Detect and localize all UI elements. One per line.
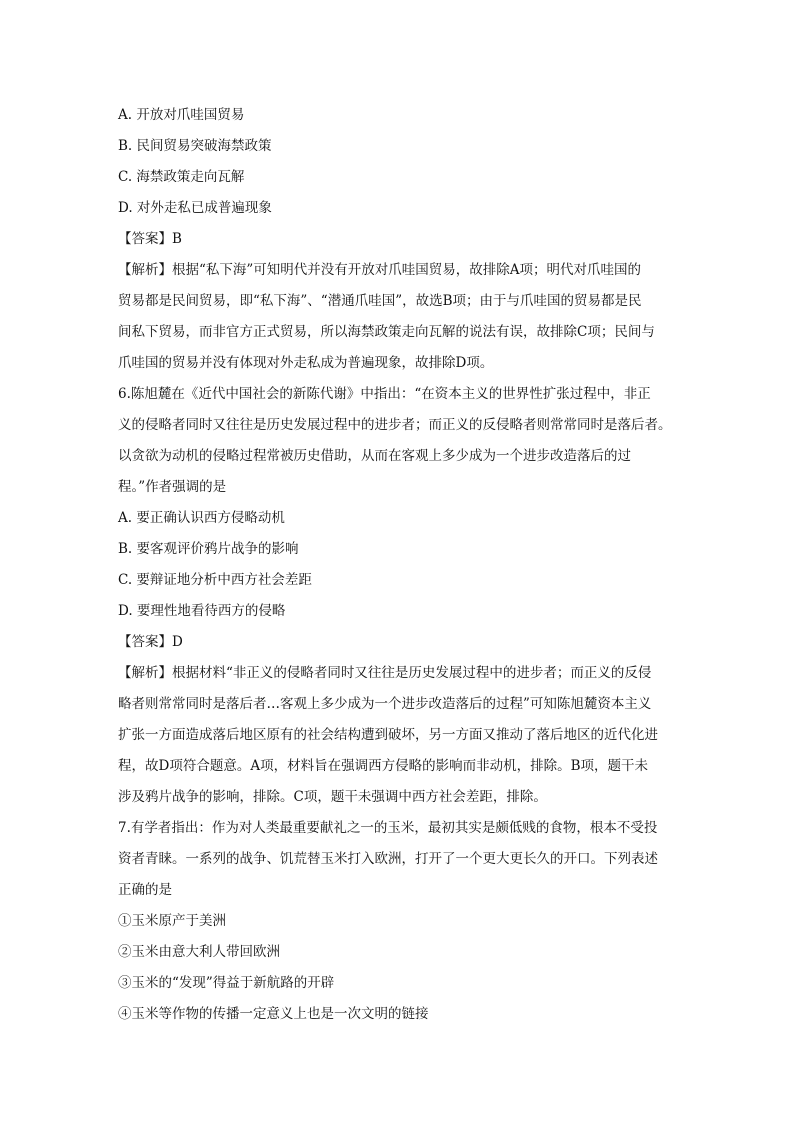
q6-analysis-line: 涉及鸦片战争的影响，排除。C项，题干未强调中西方社会差距，排除。 (118, 789, 547, 805)
q7-item-2: ②玉米由意大利人带回欧洲 (118, 944, 280, 960)
q6-stem-line: 6.陈旭麓在《近代中国社会的新陈代谢》中指出：“在资本主义的世界性扩张过程中，非正 (118, 386, 651, 402)
q6-answer: 【答案】D (118, 634, 183, 650)
q5-option-b: B. 民间贸易突破海禁政策 (118, 138, 272, 154)
q5-analysis-line: 间私下贸易，而非官方正式贸易，所以海禁政策走向瓦解的说法有误，故排除C项；民间与 (118, 324, 655, 340)
document-page (118, 100, 688, 1030)
q5-analysis-line: 【解析】根据“私下海”可知明代并没有开放对爪哇国贸易，故排除A项；明代对爪哇国的 (118, 262, 642, 278)
q5-analysis-line: 爪哇国的贸易并没有体现对外走私成为普遍现象，故排除D项。 (118, 355, 494, 371)
q6-analysis-line: 【解析】根据材料“非正义的侵略者同时又往往是历史发展过程中的进步者；而正义的反侵 (118, 665, 652, 681)
q6-analysis-line: 略者则常常同时是落后者…客观上多少成为一个进步改造落后的过程”可知陈旭麓资本主义 (118, 696, 652, 712)
q6-analysis-line: 扩张一方面造成落后地区原有的社会结构遭到破坏，另一方面又推动了落后地区的近代化进 (118, 727, 658, 743)
q6-stem-line: 以贪欲为动机的侵略过程常被历史借助，从而在客观上多少成为一个进步改造落后的过 (118, 448, 631, 464)
q6-stem-line: 程。”作者强调的是 (118, 479, 227, 495)
q7-item-4: ④玉米等作物的传播一定意义上也是一次文明的链接 (118, 1006, 429, 1022)
q6-option-c: C. 要辩证地分析中西方社会差距 (118, 572, 312, 588)
q5-option-c: C. 海禁政策走向瓦解 (118, 169, 245, 185)
q6-option-a: A. 要正确认识西方侵略动机 (118, 510, 285, 526)
q7-stem-line: 7.有学者指出：作为对人类最重要献礼之一的玉米，最初其实是颇低贱的食物，根本不受投 (118, 820, 658, 836)
q6-stem-line: 义的侵略者同时又往往是历史发展过程中的进步者；而正义的反侵略者则常常同时是落后者。 (118, 417, 672, 433)
q5-option-d: D. 对外走私已成普遍现象 (118, 200, 272, 216)
q5-analysis-line: 贸易都是民间贸易，即“私下海”、“潜通爪哇国”，故选B项；由于与爪哇国的贸易都是民 (118, 293, 642, 309)
q7-item-3: ③玉米的“发现”得益于新航路的开辟 (118, 975, 335, 991)
q5-option-a: A. 开放对爪哇国贸易 (118, 107, 245, 123)
q6-option-d: D. 要理性地看待西方的侵略 (118, 603, 286, 619)
q7-item-1: ①玉米原产于美洲 (118, 913, 226, 929)
q6-analysis-line: 程，故D项符合题意。A项，材料旨在强调西方侵略的影响而非动机，排除。B项，题干未 (118, 758, 648, 774)
q7-stem-line: 资者青睐。一系列的战争、饥荒替玉米打入欧洲，打开了一个更大更长久的开口。下列表述 (118, 851, 658, 867)
q6-option-b: B. 要客观评价鸦片战争的影响 (118, 541, 299, 557)
q5-answer: 【答案】B (118, 231, 182, 247)
q7-stem-line: 正确的是 (118, 882, 172, 898)
